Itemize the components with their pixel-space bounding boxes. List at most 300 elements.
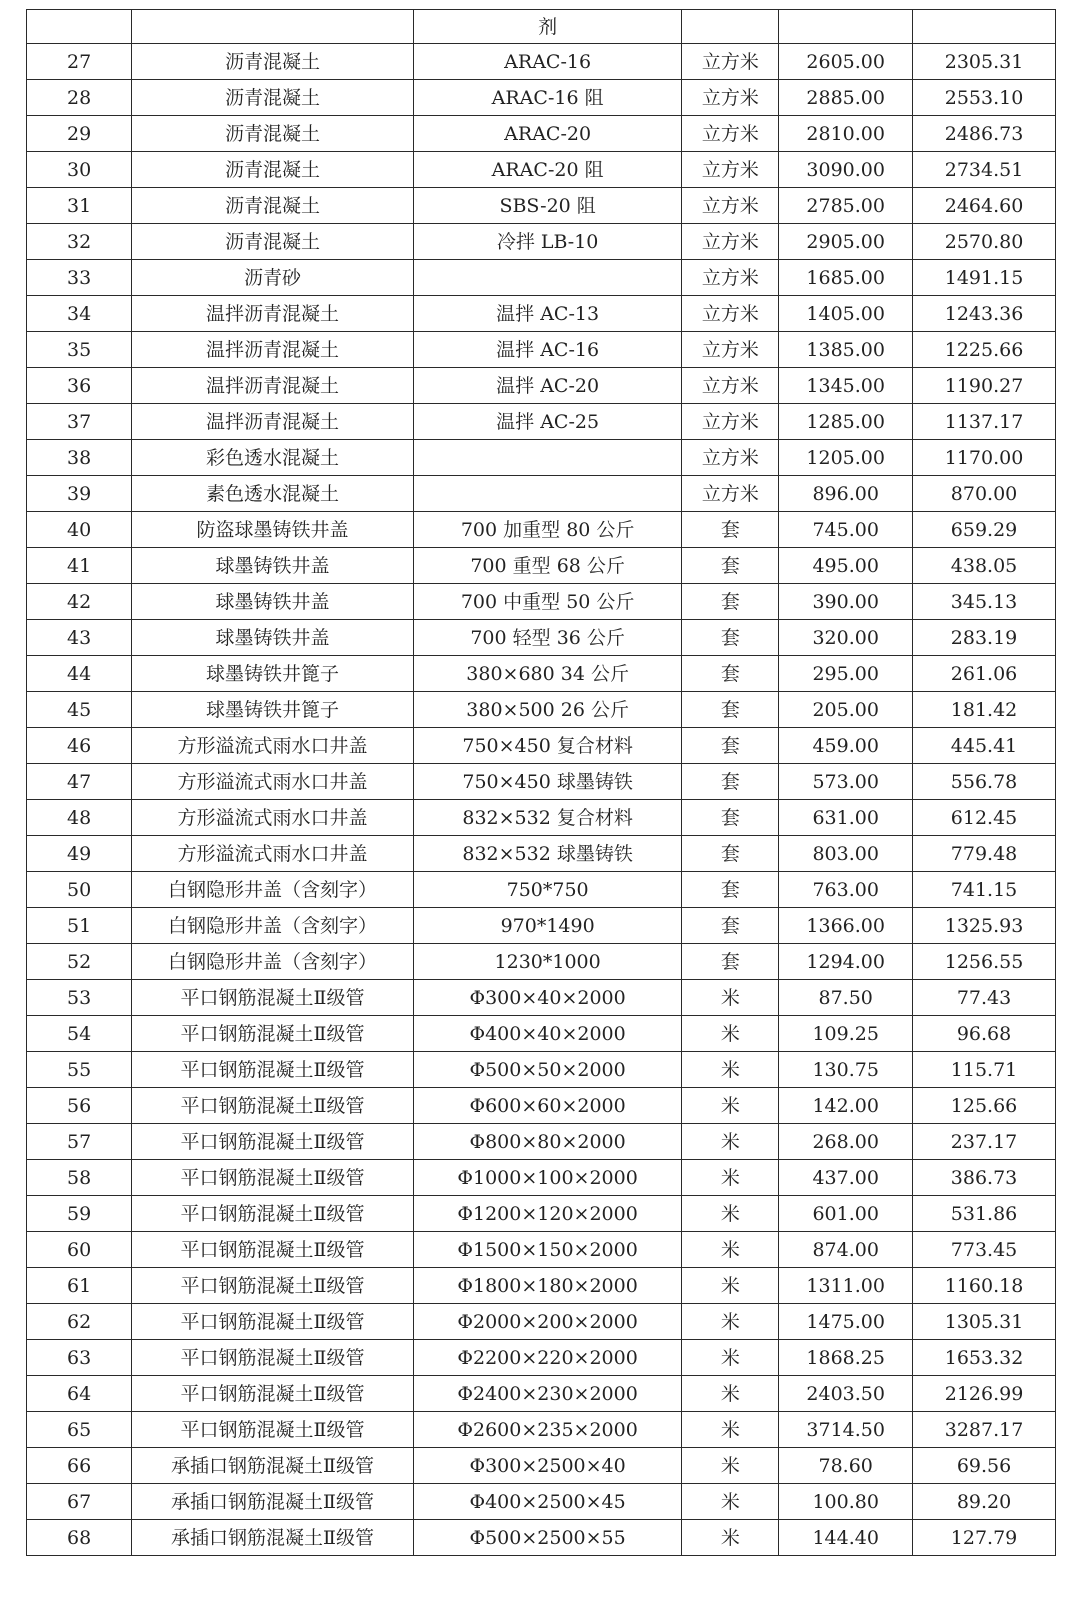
cell-unit: 米 <box>682 1268 779 1304</box>
cell-price-with-tax: 144.40 <box>779 1520 913 1556</box>
table-row <box>27 908 1056 944</box>
table-row <box>27 980 1056 1016</box>
cell-price-without-tax: 773.45 <box>913 1232 1056 1268</box>
cell-material-name: 方形溢流式雨水口井盖 <box>132 836 414 872</box>
cell-price-with-tax <box>779 10 913 44</box>
cell-price-with-tax: 100.80 <box>779 1484 913 1520</box>
cell-material-name: 平口钢筋混凝土Ⅱ级管 <box>132 1376 414 1412</box>
cell-index: 58 <box>27 1160 132 1196</box>
cell-index: 53 <box>27 980 132 1016</box>
cell-index: 40 <box>27 512 132 548</box>
cell-material-name: 方形溢流式雨水口井盖 <box>132 728 414 764</box>
cell-material-name: 沥青混凝土 <box>132 152 414 188</box>
cell-unit: 米 <box>682 1196 779 1232</box>
cell-material-name: 球墨铸铁井盖 <box>132 620 414 656</box>
cell-index: 34 <box>27 296 132 332</box>
cell-price-with-tax: 459.00 <box>779 728 913 764</box>
table-row <box>27 872 1056 908</box>
table-row <box>27 1088 1056 1124</box>
cell-index: 33 <box>27 260 132 296</box>
cell-unit: 立方米 <box>682 44 779 80</box>
cell-specification: ARAC-20 阻 <box>413 152 681 188</box>
cell-price-with-tax: 1311.00 <box>779 1268 913 1304</box>
cell-price-with-tax: 763.00 <box>779 872 913 908</box>
cell-unit: 米 <box>682 1448 779 1484</box>
cell-specification: Φ2000×200×2000 <box>413 1304 681 1340</box>
cell-price-without-tax: 1243.36 <box>913 296 1056 332</box>
table-row <box>27 260 1056 296</box>
cell-material-name: 平口钢筋混凝土Ⅱ级管 <box>132 1052 414 1088</box>
table-row <box>27 512 1056 548</box>
cell-price-without-tax: 1256.55 <box>913 944 1056 980</box>
cell-specification: Φ2400×230×2000 <box>413 1376 681 1412</box>
cell-material-name: 承插口钢筋混凝土Ⅱ级管 <box>132 1520 414 1556</box>
cell-material-name: 平口钢筋混凝土Ⅱ级管 <box>132 1160 414 1196</box>
cell-index: 41 <box>27 548 132 584</box>
cell-price-without-tax: 612.45 <box>913 800 1056 836</box>
cell-index: 61 <box>27 1268 132 1304</box>
cell-material-name: 平口钢筋混凝土Ⅱ级管 <box>132 1088 414 1124</box>
cell-unit: 米 <box>682 1232 779 1268</box>
cell-index: 27 <box>27 44 132 80</box>
cell-price-without-tax: 1491.15 <box>913 260 1056 296</box>
cell-price-without-tax: 2570.80 <box>913 224 1056 260</box>
table-row <box>27 1196 1056 1232</box>
cell-material-name: 温拌沥青混凝土 <box>132 332 414 368</box>
table-row <box>27 1520 1056 1556</box>
cell-specification: 温拌 AC-16 <box>413 332 681 368</box>
cell-material-name: 平口钢筋混凝土Ⅱ级管 <box>132 1340 414 1376</box>
cell-index: 29 <box>27 116 132 152</box>
cell-price-with-tax: 1385.00 <box>779 332 913 368</box>
cell-specification <box>413 476 681 512</box>
cell-unit: 立方米 <box>682 260 779 296</box>
cell-price-without-tax: 1225.66 <box>913 332 1056 368</box>
cell-price-with-tax: 573.00 <box>779 764 913 800</box>
cell-index: 32 <box>27 224 132 260</box>
cell-specification: Φ600×60×2000 <box>413 1088 681 1124</box>
table-body <box>27 10 1056 1556</box>
cell-specification: 700 中重型 50 公斤 <box>413 584 681 620</box>
table-row <box>27 944 1056 980</box>
table-row <box>27 1124 1056 1160</box>
cell-index: 56 <box>27 1088 132 1124</box>
table-row <box>27 1052 1056 1088</box>
cell-specification: Φ2600×235×2000 <box>413 1412 681 1448</box>
continuation-row <box>27 10 1056 44</box>
cell-unit: 套 <box>682 692 779 728</box>
cell-index: 43 <box>27 620 132 656</box>
cell-specification: 380×680 34 公斤 <box>413 656 681 692</box>
cell-index: 35 <box>27 332 132 368</box>
cell-index: 68 <box>27 1520 132 1556</box>
cell-unit: 米 <box>682 1088 779 1124</box>
table-row <box>27 1232 1056 1268</box>
cell-index: 65 <box>27 1412 132 1448</box>
cell-specification: Φ1000×100×2000 <box>413 1160 681 1196</box>
cell-material-name: 平口钢筋混凝土Ⅱ级管 <box>132 1304 414 1340</box>
cell-price-without-tax: 741.15 <box>913 872 1056 908</box>
cell-unit: 米 <box>682 1160 779 1196</box>
cell-price-with-tax: 1475.00 <box>779 1304 913 1340</box>
cell-specification: 750×450 复合材料 <box>413 728 681 764</box>
table-row <box>27 188 1056 224</box>
cell-material-name: 承插口钢筋混凝土Ⅱ级管 <box>132 1484 414 1520</box>
cell-specification: Φ500×50×2000 <box>413 1052 681 1088</box>
cell-price-with-tax: 1405.00 <box>779 296 913 332</box>
cell-specification: SBS-20 阻 <box>413 188 681 224</box>
cell-unit: 米 <box>682 1016 779 1052</box>
cell-material-name: 平口钢筋混凝土Ⅱ级管 <box>132 980 414 1016</box>
cell-index: 64 <box>27 1376 132 1412</box>
table-row <box>27 368 1056 404</box>
cell-material-name: 平口钢筋混凝土Ⅱ级管 <box>132 1016 414 1052</box>
cell-material-name: 白钢隐形井盖（含刻字） <box>132 872 414 908</box>
cell-unit: 立方米 <box>682 152 779 188</box>
cell-material-name: 球墨铸铁井篦子 <box>132 656 414 692</box>
table-row <box>27 836 1056 872</box>
cell-material-name: 白钢隐形井盖（含刻字） <box>132 908 414 944</box>
cell-index: 28 <box>27 80 132 116</box>
cell-material-name: 沥青混凝土 <box>132 188 414 224</box>
cell-price-with-tax: 2810.00 <box>779 116 913 152</box>
cell-index: 42 <box>27 584 132 620</box>
cell-price-without-tax: 1190.27 <box>913 368 1056 404</box>
cell-price-with-tax: 87.50 <box>779 980 913 1016</box>
cell-specification: Φ800×80×2000 <box>413 1124 681 1160</box>
cell-unit: 立方米 <box>682 476 779 512</box>
cell-price-with-tax: 390.00 <box>779 584 913 620</box>
table-row <box>27 116 1056 152</box>
cell-price-with-tax: 601.00 <box>779 1196 913 1232</box>
cell-price-with-tax: 1205.00 <box>779 440 913 476</box>
cell-price-with-tax: 109.25 <box>779 1016 913 1052</box>
cell-unit: 套 <box>682 728 779 764</box>
cell-material-name: 素色透水混凝土 <box>132 476 414 512</box>
cell-unit: 套 <box>682 512 779 548</box>
cell-index: 57 <box>27 1124 132 1160</box>
cell-price-with-tax: 320.00 <box>779 620 913 656</box>
cell-index <box>27 10 132 44</box>
price-table-container <box>26 9 1056 1556</box>
cell-index: 62 <box>27 1304 132 1340</box>
cell-price-without-tax: 1325.93 <box>913 908 1056 944</box>
table-row <box>27 1340 1056 1376</box>
cell-material-name: 方形溢流式雨水口井盖 <box>132 800 414 836</box>
cell-index: 55 <box>27 1052 132 1088</box>
cell-specification: 700 加重型 80 公斤 <box>413 512 681 548</box>
cell-unit: 套 <box>682 944 779 980</box>
cell-specification: Φ400×2500×45 <box>413 1484 681 1520</box>
cell-specification: 970*1490 <box>413 908 681 944</box>
table-row <box>27 1304 1056 1340</box>
table-row <box>27 152 1056 188</box>
cell-price-without-tax: 438.05 <box>913 548 1056 584</box>
cell-unit: 米 <box>682 1376 779 1412</box>
cell-unit: 立方米 <box>682 368 779 404</box>
cell-price-without-tax: 237.17 <box>913 1124 1056 1160</box>
cell-price-without-tax: 283.19 <box>913 620 1056 656</box>
cell-index: 45 <box>27 692 132 728</box>
cell-price-without-tax <box>913 10 1056 44</box>
cell-price-without-tax: 125.66 <box>913 1088 1056 1124</box>
cell-unit: 米 <box>682 1340 779 1376</box>
cell-price-with-tax: 3714.50 <box>779 1412 913 1448</box>
cell-material-name: 白钢隐形井盖（含刻字） <box>132 944 414 980</box>
cell-specification: Φ1500×150×2000 <box>413 1232 681 1268</box>
table-row <box>27 1484 1056 1520</box>
cell-specification: 1230*1000 <box>413 944 681 980</box>
cell-unit: 米 <box>682 1484 779 1520</box>
table-row <box>27 728 1056 764</box>
cell-price-with-tax: 130.75 <box>779 1052 913 1088</box>
cell-material-name: 平口钢筋混凝土Ⅱ级管 <box>132 1196 414 1232</box>
cell-material-name: 平口钢筋混凝土Ⅱ级管 <box>132 1124 414 1160</box>
cell-price-without-tax: 1137.17 <box>913 404 1056 440</box>
cell-unit: 米 <box>682 1052 779 1088</box>
cell-price-without-tax: 96.68 <box>913 1016 1056 1052</box>
table-row <box>27 440 1056 476</box>
cell-price-with-tax: 1868.25 <box>779 1340 913 1376</box>
table-row <box>27 548 1056 584</box>
cell-price-without-tax: 386.73 <box>913 1160 1056 1196</box>
cell-material-name: 彩色透水混凝土 <box>132 440 414 476</box>
cell-price-without-tax: 870.00 <box>913 476 1056 512</box>
cell-unit: 立方米 <box>682 296 779 332</box>
cell-unit <box>682 10 779 44</box>
cell-price-without-tax: 1170.00 <box>913 440 1056 476</box>
table-row <box>27 332 1056 368</box>
cell-specification: 温拌 AC-13 <box>413 296 681 332</box>
cell-specification: ARAC-20 <box>413 116 681 152</box>
table-row <box>27 656 1056 692</box>
cell-price-with-tax: 745.00 <box>779 512 913 548</box>
cell-index: 52 <box>27 944 132 980</box>
cell-index: 67 <box>27 1484 132 1520</box>
cell-unit: 套 <box>682 872 779 908</box>
cell-unit: 立方米 <box>682 404 779 440</box>
cell-specification: Φ500×2500×55 <box>413 1520 681 1556</box>
cell-price-without-tax: 556.78 <box>913 764 1056 800</box>
cell-price-without-tax: 345.13 <box>913 584 1056 620</box>
cell-specification: Φ1200×120×2000 <box>413 1196 681 1232</box>
cell-specification: 380×500 26 公斤 <box>413 692 681 728</box>
cell-price-with-tax: 1345.00 <box>779 368 913 404</box>
cell-material-name: 沥青混凝土 <box>132 116 414 152</box>
cell-specification <box>413 260 681 296</box>
cell-price-without-tax: 1305.31 <box>913 1304 1056 1340</box>
cell-material-name: 防盗球墨铸铁井盖 <box>132 512 414 548</box>
cell-unit: 米 <box>682 1124 779 1160</box>
cell-index: 51 <box>27 908 132 944</box>
cell-index: 47 <box>27 764 132 800</box>
cell-index: 54 <box>27 1016 132 1052</box>
table-row <box>27 80 1056 116</box>
cell-index: 49 <box>27 836 132 872</box>
cell-unit: 米 <box>682 980 779 1016</box>
cell-specification: 700 轻型 36 公斤 <box>413 620 681 656</box>
cell-specification: 温拌 AC-20 <box>413 368 681 404</box>
cell-unit: 套 <box>682 620 779 656</box>
cell-price-with-tax: 631.00 <box>779 800 913 836</box>
cell-price-without-tax: 445.41 <box>913 728 1056 764</box>
cell-material-name: 平口钢筋混凝土Ⅱ级管 <box>132 1412 414 1448</box>
cell-index: 63 <box>27 1340 132 1376</box>
cell-price-with-tax: 1285.00 <box>779 404 913 440</box>
cell-unit: 米 <box>682 1304 779 1340</box>
cell-price-with-tax: 2785.00 <box>779 188 913 224</box>
cell-index: 36 <box>27 368 132 404</box>
cell-price-without-tax: 69.56 <box>913 1448 1056 1484</box>
cell-specification <box>413 440 681 476</box>
cell-specification: 温拌 AC-25 <box>413 404 681 440</box>
table-row <box>27 1268 1056 1304</box>
cell-index: 37 <box>27 404 132 440</box>
cell-index: 66 <box>27 1448 132 1484</box>
cell-unit: 套 <box>682 908 779 944</box>
cell-material-name: 沥青混凝土 <box>132 44 414 80</box>
cell-material-name: 方形溢流式雨水口井盖 <box>132 764 414 800</box>
cell-price-without-tax: 2486.73 <box>913 116 1056 152</box>
cell-price-with-tax: 295.00 <box>779 656 913 692</box>
cell-specification: 750×450 球墨铸铁 <box>413 764 681 800</box>
table-row <box>27 764 1056 800</box>
cell-price-without-tax: 127.79 <box>913 1520 1056 1556</box>
table-row <box>27 224 1056 260</box>
cell-price-with-tax: 1294.00 <box>779 944 913 980</box>
cell-price-with-tax: 2605.00 <box>779 44 913 80</box>
cell-unit: 米 <box>682 1520 779 1556</box>
cell-price-without-tax: 779.48 <box>913 836 1056 872</box>
cell-index: 44 <box>27 656 132 692</box>
cell-unit: 套 <box>682 656 779 692</box>
cell-specification: 冷拌 LB-10 <box>413 224 681 260</box>
cell-price-without-tax: 2305.31 <box>913 44 1056 80</box>
cell-specification: ARAC-16 <box>413 44 681 80</box>
cell-index: 38 <box>27 440 132 476</box>
cell-unit: 米 <box>682 1412 779 1448</box>
cell-price-with-tax: 3090.00 <box>779 152 913 188</box>
cell-specification: Φ1800×180×2000 <box>413 1268 681 1304</box>
cell-index: 30 <box>27 152 132 188</box>
cell-price-without-tax: 181.42 <box>913 692 1056 728</box>
cell-unit: 立方米 <box>682 332 779 368</box>
cell-price-with-tax: 2885.00 <box>779 80 913 116</box>
cell-material-name: 平口钢筋混凝土Ⅱ级管 <box>132 1268 414 1304</box>
cell-specification: 832×532 复合材料 <box>413 800 681 836</box>
cell-unit: 立方米 <box>682 224 779 260</box>
table-row <box>27 584 1056 620</box>
cell-index: 39 <box>27 476 132 512</box>
cell-specification: Φ400×40×2000 <box>413 1016 681 1052</box>
cell-price-with-tax: 803.00 <box>779 836 913 872</box>
cell-material-name: 球墨铸铁井篦子 <box>132 692 414 728</box>
cell-material-name: 沥青砂 <box>132 260 414 296</box>
cell-material-name <box>132 10 414 44</box>
cell-price-without-tax: 1160.18 <box>913 1268 1056 1304</box>
cell-price-with-tax: 1366.00 <box>779 908 913 944</box>
cell-material-name: 承插口钢筋混凝土Ⅱ级管 <box>132 1448 414 1484</box>
table-row <box>27 800 1056 836</box>
cell-price-with-tax: 2905.00 <box>779 224 913 260</box>
table-row <box>27 1412 1056 1448</box>
cell-specification: 750*750 <box>413 872 681 908</box>
cell-material-name: 温拌沥青混凝土 <box>132 404 414 440</box>
cell-index: 31 <box>27 188 132 224</box>
cell-specification: 剂 <box>413 10 681 44</box>
table-row <box>27 692 1056 728</box>
cell-specification: Φ2200×220×2000 <box>413 1340 681 1376</box>
cell-material-name: 温拌沥青混凝土 <box>132 296 414 332</box>
cell-unit: 立方米 <box>682 188 779 224</box>
cell-material-name: 温拌沥青混凝土 <box>132 368 414 404</box>
cell-price-without-tax: 2126.99 <box>913 1376 1056 1412</box>
cell-price-with-tax: 437.00 <box>779 1160 913 1196</box>
cell-unit: 立方米 <box>682 116 779 152</box>
cell-index: 50 <box>27 872 132 908</box>
cell-price-with-tax: 1685.00 <box>779 260 913 296</box>
cell-price-with-tax: 78.60 <box>779 1448 913 1484</box>
cell-unit: 套 <box>682 764 779 800</box>
cell-price-with-tax: 874.00 <box>779 1232 913 1268</box>
table-row <box>27 476 1056 512</box>
cell-specification: Φ300×2500×40 <box>413 1448 681 1484</box>
cell-unit: 套 <box>682 836 779 872</box>
cell-material-name: 沥青混凝土 <box>132 80 414 116</box>
cell-material-name: 沥青混凝土 <box>132 224 414 260</box>
cell-price-without-tax: 659.29 <box>913 512 1056 548</box>
cell-specification: ARAC-16 阻 <box>413 80 681 116</box>
cell-unit: 立方米 <box>682 80 779 116</box>
cell-material-name: 平口钢筋混凝土Ⅱ级管 <box>132 1232 414 1268</box>
cell-unit: 立方米 <box>682 440 779 476</box>
price-table <box>26 9 1056 1556</box>
cell-price-without-tax: 3287.17 <box>913 1412 1056 1448</box>
cell-specification: 700 重型 68 公斤 <box>413 548 681 584</box>
table-row <box>27 1160 1056 1196</box>
cell-index: 59 <box>27 1196 132 1232</box>
cell-price-without-tax: 531.86 <box>913 1196 1056 1232</box>
cell-price-with-tax: 268.00 <box>779 1124 913 1160</box>
cell-price-without-tax: 2734.51 <box>913 152 1056 188</box>
cell-material-name: 球墨铸铁井盖 <box>132 548 414 584</box>
cell-index: 46 <box>27 728 132 764</box>
cell-price-without-tax: 77.43 <box>913 980 1056 1016</box>
cell-price-without-tax: 261.06 <box>913 656 1056 692</box>
cell-unit: 套 <box>682 800 779 836</box>
cell-specification: Φ300×40×2000 <box>413 980 681 1016</box>
cell-price-with-tax: 2403.50 <box>779 1376 913 1412</box>
cell-index: 60 <box>27 1232 132 1268</box>
table-row <box>27 44 1056 80</box>
cell-unit: 套 <box>682 584 779 620</box>
cell-specification: 832×532 球墨铸铁 <box>413 836 681 872</box>
cell-price-with-tax: 896.00 <box>779 476 913 512</box>
table-row <box>27 1448 1056 1484</box>
table-row <box>27 404 1056 440</box>
cell-unit: 套 <box>682 548 779 584</box>
table-row <box>27 620 1056 656</box>
cell-price-without-tax: 1653.32 <box>913 1340 1056 1376</box>
table-row <box>27 296 1056 332</box>
cell-index: 48 <box>27 800 132 836</box>
cell-price-with-tax: 205.00 <box>779 692 913 728</box>
cell-price-without-tax: 2464.60 <box>913 188 1056 224</box>
table-row <box>27 1376 1056 1412</box>
cell-price-with-tax: 142.00 <box>779 1088 913 1124</box>
table-row <box>27 1016 1056 1052</box>
cell-price-with-tax: 495.00 <box>779 548 913 584</box>
